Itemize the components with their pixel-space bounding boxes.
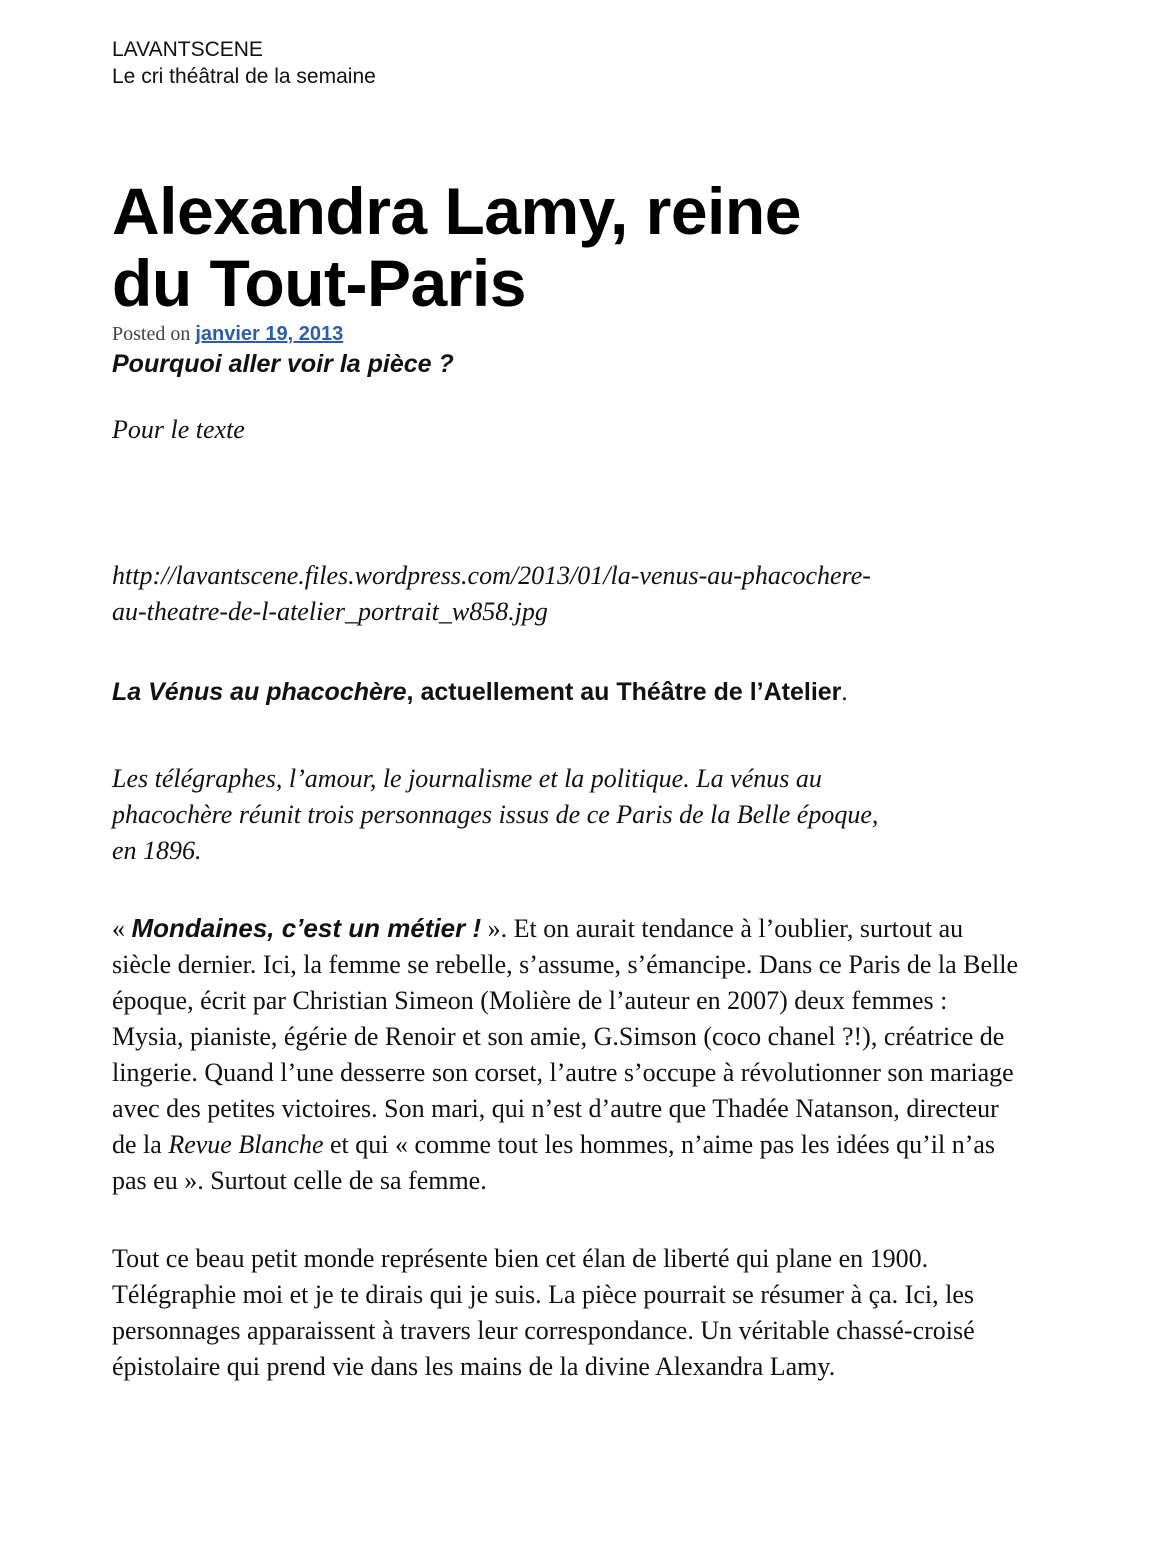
image-url-text [112, 558, 1012, 630]
post-title [112, 175, 1032, 319]
site-title[interactable]: LAVANTSCENE [112, 38, 263, 61]
site-header [112, 36, 1032, 90]
venue-period: . [841, 679, 848, 706]
posted-on-label: Posted on [112, 323, 191, 345]
post-article [112, 175, 1032, 1385]
post-meta [112, 322, 1032, 346]
quote-highlight: Mondaines, c’est un métier ! [131, 913, 482, 943]
image-url-line-2: au-theatre-de-l-atelier_portrait_w858.jpg [112, 597, 548, 626]
venue-paragraph [112, 676, 1032, 709]
post-subhead: Pourquoi aller voir la pièce ? [112, 350, 454, 378]
play-title: La Vénus au phacochère [112, 678, 407, 706]
intro-line-1: Les télégraphes, l’amour, le journalisme et la politique. La vénus au [112, 764, 822, 793]
venue-text: , actuellement au Théâtre de l’Atelier [406, 678, 842, 706]
post-title-line-1: Alexandra Lamy, reine [112, 174, 801, 248]
intro-paragraph [112, 761, 992, 869]
intro-line-2: phacochère réunit trois personnages issus de ce Paris de la Belle époque, [112, 800, 879, 829]
image-url-line-1: http://lavantscene.files.wordpress.com/2013/01/la-venus-au-phacochere- [112, 561, 871, 590]
quote-open: « [112, 914, 132, 943]
main-text-a: ». Et on aurait tendance à l’oublier, surtout au siècle dernier. Ici, la femme se rebelle, s’assume, s’émancipe. Dans ce Paris de la Belle époque, écrit par Christian Simeon (Molière de l’auteur en 2007) deux femmes : Mysia, pianiste, égérie de Renoir et son amie, G.Simson (coco chanel ?!), créatrice de lingerie. Quand l’une desserre son corset, l’autre s’occupe à révolutionner son mariage avec des petites victoires. Son mari, qui n’est d’autre que Thadée Natanson, directeur de la [112, 914, 1019, 1159]
reason-paragraph: Pour le texte [112, 415, 245, 444]
site-tagline: Le cri théâtral de la semaine [112, 65, 376, 88]
post-date-link[interactable]: janvier 19, 2013 [195, 323, 344, 345]
main-paragraph [112, 910, 1022, 1199]
closing-paragraph: Tout ce beau petit monde représente bien cet élan de liberté qui plane en 1900. Télégraphie moi et je te dirais qui je suis. La pièce pourrait se résumer à ça. Ici, les personnages apparaissent à travers leur correspondance. Un véritable chassé-croisé épistolaire qui prend vie dans les mains de la divine Alexandra Lamy. [112, 1244, 975, 1381]
main-text-b: et qui « comme tout les hommes, n’aime pas les idées qu’il n’as pas eu ». Surtout celle de sa femme. [112, 1130, 996, 1195]
post-title-line-2: du Tout-Paris [112, 246, 526, 320]
intro-line-3: en 1896. [112, 836, 202, 865]
page [112, 36, 1032, 1385]
revue-blanche: Revue Blanche [168, 1130, 324, 1159]
